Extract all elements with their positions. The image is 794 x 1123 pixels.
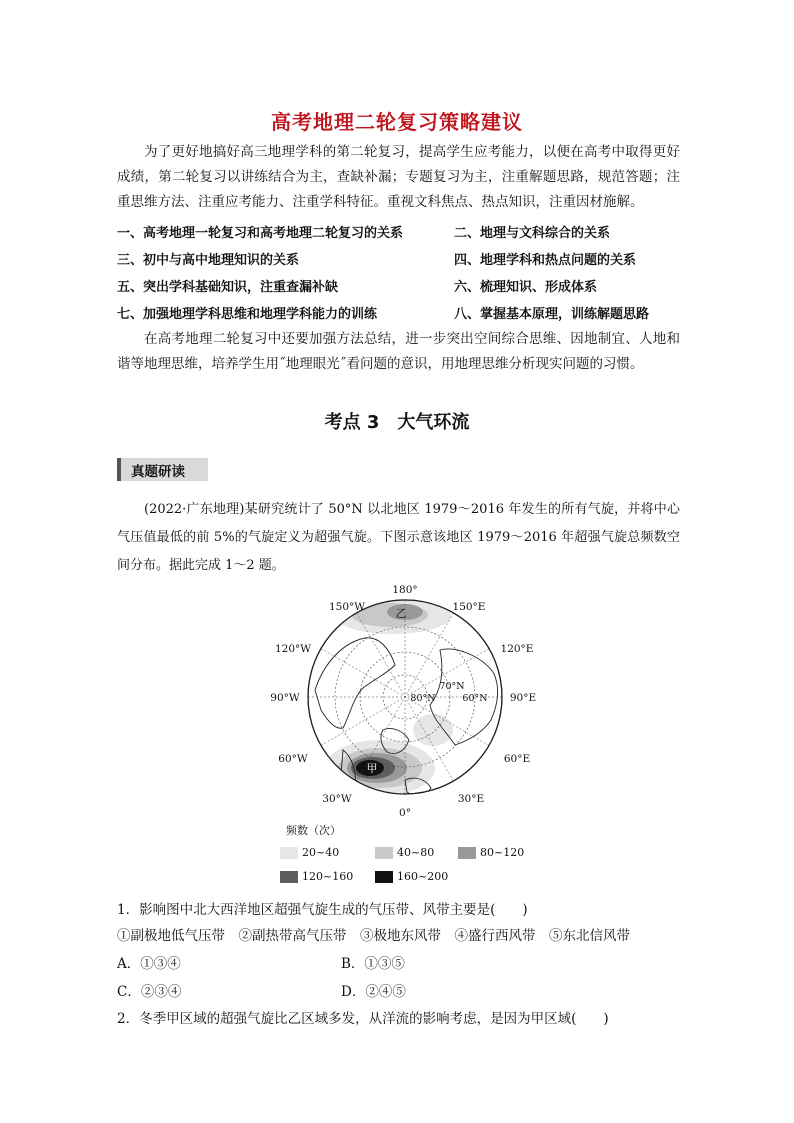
point-item: 一、高考地理一轮复习和高考地理二轮复习的关系: [117, 226, 404, 241]
label-120e: 120°E: [500, 643, 534, 655]
label-60n: 60°N: [462, 693, 488, 704]
frequency-area: [413, 714, 453, 746]
legend-swatch: [280, 871, 298, 883]
legend-label: 120~160: [302, 870, 354, 883]
label-90w: 90°W: [270, 692, 300, 704]
question-1-items: ①副极地低气压带 ②副热带高气压带 ③极地东风带 ④盛行西风带 ⑤东北信风带: [117, 928, 630, 944]
point-row: [117, 249, 680, 271]
point-item: 八、掌握基本原理，训练解题思路: [454, 307, 650, 322]
section-heading: 考点 3 大气环流: [324, 412, 470, 433]
legend-label: 40~80: [397, 846, 435, 859]
legend-title: 频数（次）: [286, 824, 341, 837]
question-1-option-c: C．②③④: [117, 984, 182, 1000]
section-label: 真题研读: [131, 464, 185, 480]
question-1-stem: 1．影响图中北大西洋地区超强气旋生成的气压带、风带主要是( ): [117, 902, 528, 918]
label-150e: 150°E: [452, 601, 486, 613]
label-90e: 90°E: [509, 692, 537, 704]
intro-paragraph: 为了更好地搞好高三地理学科的第二轮复习，提高学生应考能力，以便在高考中取得更好成绩，第二轮复习以讲练结合为主，查缺补漏；专题复习为主，注重解题思路，规范答题；注重思维方法、注重应考能力、注重学科特征。重视文科焦点、热点知识，注重因材施解。: [117, 144, 680, 210]
outro-paragraph: 在高考地理二轮复习中还要加强方法总结，进一步突出空间综合思维、因地制宜、人地和谐等地理思维，培养学生用˝地理眼光˝看问题的意识，用地理思维分析现实问题的习惯。: [117, 331, 680, 372]
label-70n: 70°N: [439, 681, 465, 692]
question-2-stem: 2．冬季甲区域的超强气旋比乙区域多发，从洋流的影响考虑，是因为甲区域( ): [117, 1011, 609, 1027]
label-150w: 150°W: [328, 601, 366, 613]
label-30w: 30°W: [322, 793, 352, 805]
legend-swatch: [458, 847, 476, 859]
point-item: 三、初中与高中地理知识的关系: [117, 253, 300, 268]
polar-map-figure: [255, 580, 555, 820]
label-30e: 30°E: [457, 793, 485, 805]
label-120w: 120°W: [274, 643, 312, 655]
point-item: 六、梳理知识、形成体系: [454, 280, 598, 295]
region-yi-label: 乙: [395, 607, 407, 620]
label-80n: 80°N: [410, 693, 436, 704]
label-180: 180°: [392, 584, 418, 596]
region-jia-label: 甲: [366, 762, 378, 775]
point-item: 二、地理与文科综合的关系: [454, 226, 611, 241]
polar-map: [255, 580, 555, 820]
legend-label: 160~200: [397, 870, 449, 883]
question-1-option-a: A．①③④: [117, 956, 181, 972]
point-row: [117, 222, 680, 244]
map-legend: [280, 822, 580, 892]
point-item: 四、地理学科和热点问题的关系: [454, 253, 637, 268]
question-1-option-b: B．①③⑤: [341, 956, 405, 972]
point-item: 七、加强地理学科思维和地理学科能力的训练: [117, 307, 378, 322]
label-0: 0°: [399, 807, 411, 819]
legend-label: 80~120: [480, 846, 525, 859]
question-1-option-d: D．②④⑤: [341, 984, 406, 1000]
section-label-box: [117, 458, 208, 481]
legend-label: 20~40: [302, 846, 340, 859]
question-intro: (2022·广东地理)某研究统计了 50°N 以北地区 1979～2016 年发生的所有气旋，并将中心气压值最低的前 5%的气旋定义为超强气旋。下图示意该地区 1979～2016 年超强气旋总频数空间分布。据此完成 1～2 题。: [117, 502, 680, 573]
document-title: 高考地理二轮复习策略建议: [271, 110, 523, 134]
label-60e: 60°E: [503, 753, 531, 765]
label-60w: 60°W: [278, 753, 308, 765]
legend-swatch: [375, 871, 393, 883]
point-row: [117, 303, 680, 325]
legend-swatch: [280, 847, 298, 859]
point-row: [117, 276, 680, 298]
legend-swatch: [375, 847, 393, 859]
point-item: 五、突出学科基础知识，注重查漏补缺: [117, 280, 339, 295]
